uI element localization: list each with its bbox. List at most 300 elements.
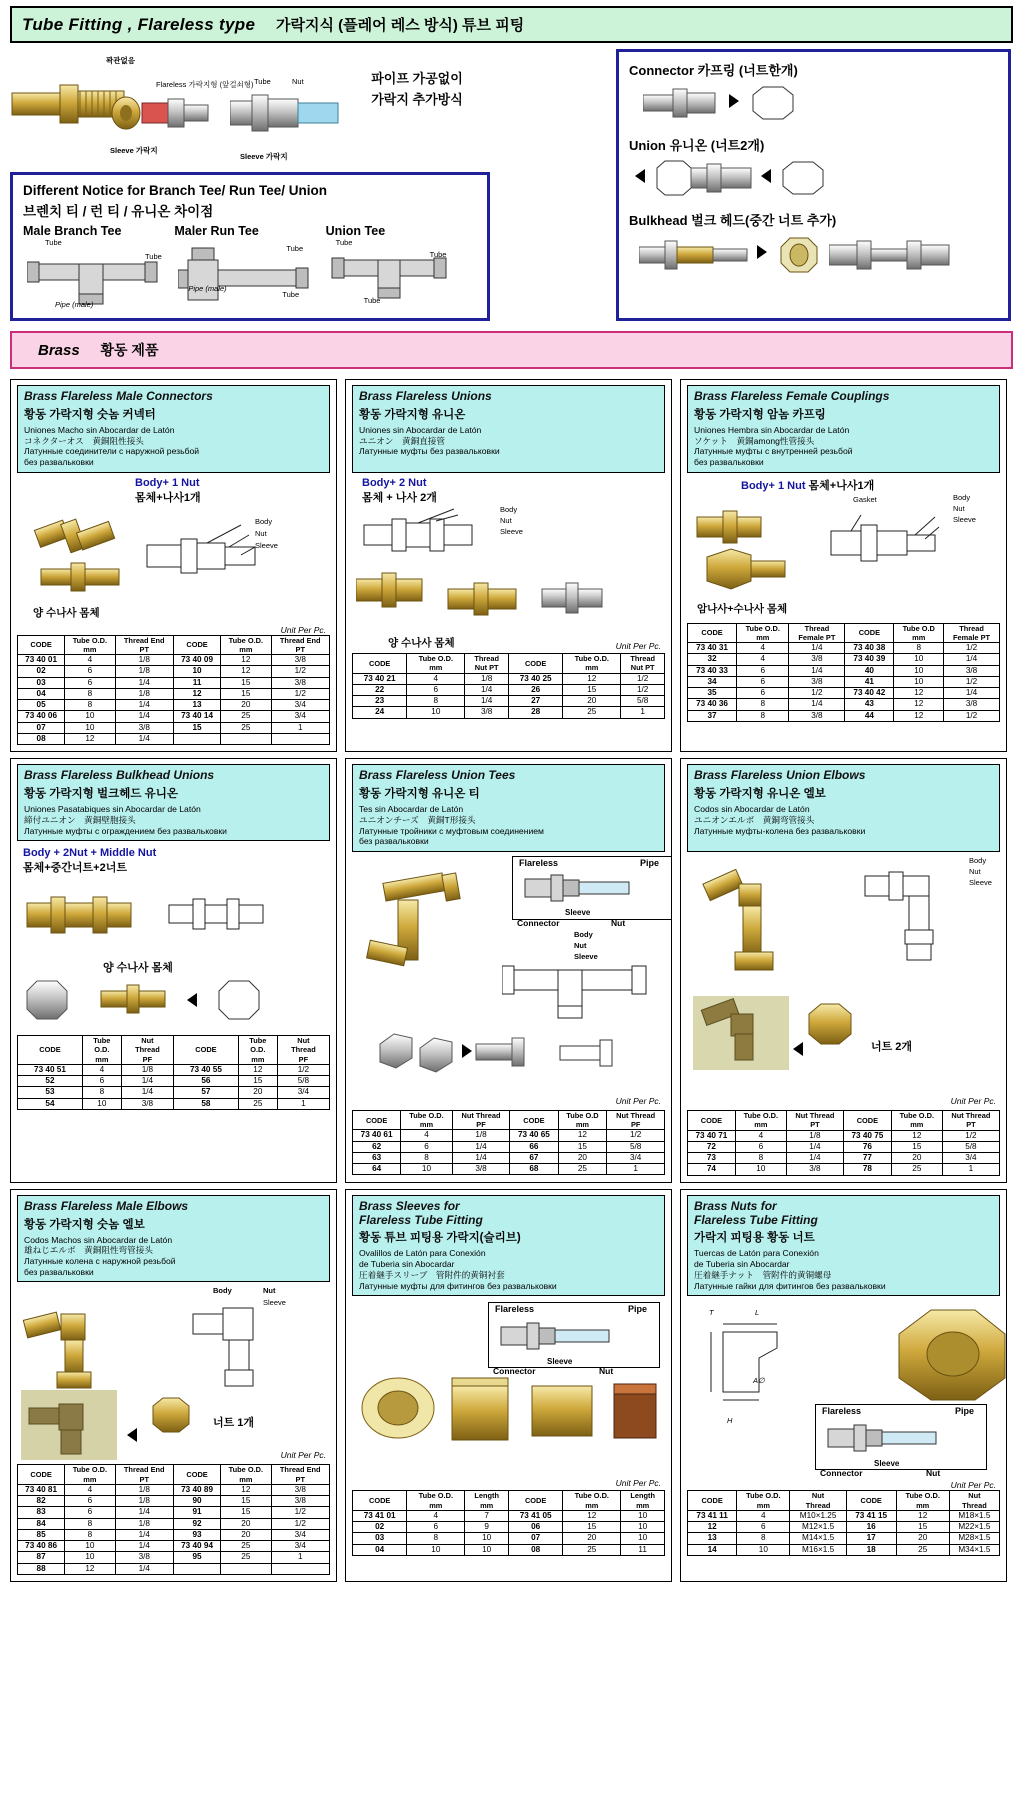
label-sleeve-2: Sleeve 가락지 <box>240 152 288 161</box>
cell-value: 8 <box>65 1518 115 1529</box>
card-sub-jp: コネクターオス 黄銅阻性接头 <box>24 435 144 446</box>
col-tube-od: Tube O.D. mm <box>891 1111 942 1131</box>
cell-code: 08 <box>18 733 65 744</box>
cell-value: 1/2 <box>271 666 329 677</box>
table-row <box>18 1496 330 1507</box>
cell-code: 18 <box>846 1544 896 1555</box>
table-row <box>688 710 1000 721</box>
spec-rows <box>688 1130 1000 1175</box>
card-sub-es: Tes sin Abocardar de Latón <box>359 804 464 815</box>
cell-code: 05 <box>18 700 65 711</box>
cell-value: 6 <box>65 666 115 677</box>
col-thread: Nut Thread PF <box>277 1036 329 1065</box>
table-row <box>353 684 665 695</box>
cell-code: 73 40 36 <box>688 699 737 710</box>
table-row <box>18 722 330 733</box>
spec-rows <box>688 1510 1000 1555</box>
cell-value: 15 <box>221 688 271 699</box>
male-elbow-line-drawing <box>189 1300 319 1400</box>
cell-code: 73 <box>688 1153 736 1164</box>
sleeve-photos <box>356 1366 676 1489</box>
cell-value: 12 <box>891 1130 942 1141</box>
cell-code: 92 <box>173 1518 220 1529</box>
cell-value <box>271 1563 329 1574</box>
cell-code <box>173 1563 220 1574</box>
cell-code: 32 <box>688 654 737 665</box>
female-coupling-photo <box>691 497 831 607</box>
card-sub-es2: de Tuberia sin Abocardar <box>359 1259 455 1270</box>
cell-value: 1/2 <box>277 1064 329 1075</box>
cell-value: 3/8 <box>121 1098 173 1109</box>
union-nut-illustration <box>779 158 839 198</box>
col-code: CODE <box>688 1111 736 1131</box>
cell-value: 3/4 <box>271 700 329 711</box>
unit-per-pc: Unit Per Pc. <box>950 1096 996 1107</box>
cell-value: 15 <box>221 1507 271 1518</box>
callout-flareless: Flareless <box>519 857 559 868</box>
card-subtitles <box>24 1235 323 1278</box>
col-tube-od: Tube O.D. mm <box>737 1491 790 1511</box>
cell-value: 1/4 <box>115 1563 173 1574</box>
arrow-left-icon <box>793 1042 803 1056</box>
col-tube-od: Tube O.D mm <box>894 623 944 643</box>
cell-code: 73 40 09 <box>173 655 220 666</box>
cell-code: 73 40 55 <box>173 1064 238 1075</box>
notice-col-male-run-tee <box>174 224 325 310</box>
label-nut: Nut <box>500 516 512 525</box>
unit-per-pc: Unit Per Pc. <box>950 1480 996 1491</box>
card-illustration <box>17 875 330 1035</box>
tee-label-tube-right: Tube <box>429 250 447 259</box>
spec-rows <box>353 1510 665 1555</box>
col-tube-od: Tube O.D. mm <box>221 1465 271 1485</box>
cell-value: 20 <box>891 1153 942 1164</box>
cell-value: 10 <box>621 1522 665 1533</box>
label-sleeve: Sleeve <box>953 514 976 524</box>
col-thread: Nut Thread PT <box>942 1111 999 1131</box>
cell-value: 10 <box>465 1544 509 1555</box>
cell-value: 5/8 <box>277 1076 329 1087</box>
male-connector-line-drawing <box>137 511 287 621</box>
card-sub-spacer <box>359 457 658 468</box>
card-sub-ru1: Латунные тройники с муфтовым соединением <box>359 825 544 836</box>
table-row <box>688 688 1000 699</box>
union-photos <box>356 563 656 635</box>
card-sub-ru1: Латунные соединители с наружной резьбой <box>24 446 200 457</box>
cell-value: 10 <box>894 654 944 665</box>
label-tube: Tube <box>254 77 271 86</box>
col-thread: Thread End PT <box>115 1465 173 1485</box>
label-body-kr: 양 수나사 몸체 <box>388 637 455 649</box>
cell-value: 12 <box>894 710 944 721</box>
col-thread: Nut Thread PF <box>121 1036 173 1065</box>
cell-value: 1/4 <box>115 700 173 711</box>
cell-value: 15 <box>891 1141 942 1152</box>
unit-per-pc: Unit Per Pc. <box>615 641 661 651</box>
label-body-kr: 양 수나사 몸체 <box>103 962 173 975</box>
cell-code: 73 40 71 <box>688 1130 736 1141</box>
table-row <box>18 1087 330 1098</box>
cell-value: 3/8 <box>271 655 329 666</box>
cell-value: 12 <box>221 655 271 666</box>
label-body: Body <box>574 929 593 939</box>
table-row <box>353 1533 665 1544</box>
cell-value <box>271 733 329 744</box>
label-nut: Nut <box>953 503 965 513</box>
card-sub-ru1: Латунные муфты без развальковки <box>359 446 500 457</box>
spec-table-male-connectors <box>17 635 330 746</box>
spec-table-bulkhead-unions <box>17 1035 330 1110</box>
tee-label-pipe: Pipe (male) <box>188 284 227 293</box>
callout-sleeve: Sleeve <box>547 1357 573 1367</box>
cell-value: 1/4 <box>465 696 509 707</box>
label-dim-H: H <box>727 1416 733 1426</box>
cell-value: 1/4 <box>121 1087 173 1098</box>
cell-code: 28 <box>508 707 562 718</box>
notice-col-title: Maler Run Tee <box>174 224 259 238</box>
label-nut: Nut <box>969 867 981 877</box>
col-length: Length mm <box>621 1491 665 1511</box>
label-body: Body <box>500 505 518 514</box>
unit-per-pc: Unit Per Pc. <box>615 1095 661 1106</box>
cell-value: 10 <box>735 1164 786 1175</box>
cell-value: 1/8 <box>115 1496 173 1507</box>
col-thread: Thread End PT <box>115 635 173 655</box>
col-tube-od: Tube O.D. mm <box>737 623 789 643</box>
cell-code: 14 <box>688 1544 737 1555</box>
different-notice-box <box>10 172 490 321</box>
cell-value: 1/8 <box>115 666 173 677</box>
col-tube-od: Tube O.D. mm <box>735 1111 786 1131</box>
cell-code: 12 <box>173 688 220 699</box>
card-sub-ru2: без развальковки <box>694 457 764 467</box>
cell-value: 1/4 <box>789 643 845 654</box>
col-thread: Thread Female PT <box>789 623 845 643</box>
callout-connector: Connector <box>517 917 560 928</box>
cell-value: 25 <box>221 722 271 733</box>
cell-code <box>173 733 220 744</box>
cell-value: 9 <box>465 1522 509 1533</box>
card-title-en: Brass Flareless Male Connectors <box>24 389 213 403</box>
cell-value: 8 <box>737 699 789 710</box>
cell-value: M18×1.5 <box>949 1510 999 1521</box>
cell-value: 25 <box>891 1164 942 1175</box>
cell-value: 20 <box>221 1518 271 1529</box>
cell-value: 1/8 <box>452 1130 510 1141</box>
card-sub-ru1: Латунные гайки для фитингов без развальковки <box>694 1280 886 1291</box>
callout-diagram <box>495 1319 655 1353</box>
union-elbow-photo <box>697 866 867 996</box>
cell-value: 3/8 <box>115 1552 173 1563</box>
spec-rows <box>18 1064 330 1109</box>
label-nut: Nut <box>574 940 587 950</box>
card-subtitles <box>359 425 658 468</box>
product-card-union-tees <box>345 758 672 1183</box>
spec-table-male-elbows <box>17 1464 330 1575</box>
cell-value: 5/8 <box>942 1141 999 1152</box>
col-thread: Thread Nut PT <box>621 654 665 674</box>
table-row <box>18 1552 330 1563</box>
card-illustration <box>687 1300 1000 1490</box>
card-title-kr: 황동 가락지형 벌크헤드 유니온 <box>24 788 179 801</box>
cell-value: 4 <box>65 655 115 666</box>
union-line-drawing <box>358 505 498 565</box>
cell-value: 1/4 <box>115 733 173 744</box>
cell-value: 8 <box>737 710 789 721</box>
table-row <box>353 1141 665 1152</box>
cell-value: 10 <box>894 676 944 687</box>
table-row <box>353 707 665 718</box>
col-tube-od: Tube O.D. mm <box>221 635 271 655</box>
cell-code: 02 <box>353 1522 407 1533</box>
arrow-right-icon <box>462 1044 472 1058</box>
cell-value: 4 <box>82 1064 121 1075</box>
cell-code: 07 <box>508 1533 562 1544</box>
cell-value: 1/8 <box>115 1518 173 1529</box>
card-illustration <box>352 856 665 1110</box>
card-bodynut <box>741 477 1000 493</box>
card-sub-es: Uniones sin Abocardar de Latón <box>359 424 482 435</box>
col-code: CODE <box>508 654 562 674</box>
notice-line2: 브렌치 티 / 런 티 / 유니온 차이점 <box>23 204 214 219</box>
cell-code: 73 40 01 <box>18 655 65 666</box>
card-sub-jp: ユニオン 黄銅直接管 <box>359 435 445 446</box>
label-sleeve-1: Sleeve 가락지 <box>110 146 158 155</box>
table-row <box>18 1484 330 1495</box>
cell-value: 1 <box>271 722 329 733</box>
card-header <box>17 1195 330 1283</box>
table-row <box>18 1507 330 1518</box>
cell-value: 1/2 <box>942 1130 999 1141</box>
tee-label-tube-top: Tube <box>286 244 304 253</box>
callout-diagram <box>519 871 669 905</box>
label-nut: Nut <box>263 1286 276 1296</box>
cell-code: 90 <box>173 1496 220 1507</box>
cell-value: 6 <box>407 684 465 695</box>
card-sub-ru1: Латунные муфты-колена без развальковки <box>694 825 866 836</box>
cell-code: 87 <box>18 1552 65 1563</box>
cell-code: 83 <box>18 1507 65 1518</box>
bodynut-en: Body+ 2 Nut <box>362 477 427 489</box>
cell-code: 73 40 42 <box>845 688 894 699</box>
cell-value: 8 <box>401 1152 452 1163</box>
cell-value: 1/2 <box>944 643 1000 654</box>
label-sleeve: Sleeve <box>574 951 598 961</box>
col-tube-od: Tube O.D. mm <box>563 1491 621 1511</box>
card-sub-es: Uniones Pasatabiques sin Abocardar de Latón <box>24 804 201 815</box>
card-title-en-l2: Flareless Tube Fitting <box>694 1212 818 1227</box>
fitting-type-kr: 유니온 (너트2개) <box>669 138 765 153</box>
cell-value: 3/8 <box>789 676 845 687</box>
spec-rows <box>353 1130 665 1175</box>
cell-code: 73 40 89 <box>173 1484 220 1495</box>
cell-value: 4 <box>65 1484 115 1495</box>
card-sub-spacer <box>694 836 993 847</box>
col-tube-od: Tube O.D mm <box>558 1110 607 1130</box>
card-title-en: Brass Flareless Male Elbows <box>24 1198 189 1213</box>
callout-flareless: Flareless <box>822 1406 862 1417</box>
cell-code: 27 <box>508 696 562 707</box>
col-thread: Nut Thread PF <box>452 1110 510 1130</box>
cell-code: 35 <box>688 688 737 699</box>
card-illustration <box>687 493 1000 623</box>
callout-nut: Nut <box>599 1366 614 1377</box>
cell-code: 56 <box>173 1076 238 1087</box>
cell-value: 6 <box>737 1522 790 1533</box>
col-thread: Nut Thread PF <box>607 1110 665 1130</box>
cell-value: 4 <box>735 1130 786 1141</box>
cell-value: 10 <box>65 722 115 733</box>
cell-value: 10 <box>401 1164 452 1175</box>
cell-value: 6 <box>65 677 115 688</box>
cell-value: 4 <box>737 1510 790 1521</box>
cell-value: 1/4 <box>465 684 509 695</box>
cell-code: 03 <box>18 677 65 688</box>
cell-value: 3/4 <box>277 1087 329 1098</box>
cell-code: 04 <box>353 1544 407 1555</box>
unit-per-pc: Unit Per Pc. <box>615 1478 661 1489</box>
bulkhead-line-drawing <box>167 887 297 947</box>
cell-value: 15 <box>563 1522 621 1533</box>
table-row <box>18 666 330 677</box>
table-row <box>18 1518 330 1529</box>
cell-value: 10 <box>65 711 115 722</box>
col-code: CODE <box>18 635 65 655</box>
label-nut: Nut <box>255 528 267 538</box>
fitting-type-en: Connector <box>629 63 694 78</box>
table-row <box>353 1130 665 1141</box>
cell-value: M12×1.5 <box>790 1522 846 1533</box>
card-header <box>352 1195 665 1297</box>
cell-value: 3/8 <box>452 1164 510 1175</box>
cell-value: 25 <box>563 1544 621 1555</box>
cell-value: 1/8 <box>115 688 173 699</box>
card-title-kr: 황동 가락지형 숫놈 커넥터 <box>24 408 156 421</box>
table-row <box>688 699 1000 710</box>
cell-value: 20 <box>221 700 271 711</box>
col-code: CODE <box>353 1110 401 1130</box>
cell-value: 10 <box>65 1552 115 1563</box>
callout-diagram <box>822 1421 982 1455</box>
flareless-callout <box>512 856 672 928</box>
cell-value: 12 <box>894 688 944 699</box>
cell-value: 3/8 <box>944 665 1000 676</box>
cell-value: 10 <box>737 1544 790 1555</box>
table-row <box>688 1533 1000 1544</box>
male-elbow-bronze-photo <box>21 1390 201 1464</box>
table-row <box>353 1510 665 1521</box>
tee-label-tube-bottom: Tube <box>363 296 381 305</box>
callout-pipe: Pipe <box>954 1406 974 1417</box>
card-subtitles <box>694 425 993 468</box>
label-dim-T: T <box>709 1308 714 1318</box>
cell-value: 1 <box>277 1098 329 1109</box>
cell-value: 1/2 <box>271 688 329 699</box>
table-row <box>688 1522 1000 1533</box>
cell-code: 72 <box>688 1141 736 1152</box>
col-code: CODE <box>173 1465 220 1485</box>
label-sleeve: Sleeve <box>500 527 523 536</box>
cell-value: 1/4 <box>452 1141 510 1152</box>
cell-value: 10 <box>407 707 465 718</box>
col-code: CODE <box>688 623 737 643</box>
bodynut-kr: 몸체+나사1개 <box>808 479 875 492</box>
cell-value: 1/4 <box>944 688 1000 699</box>
notice-line1: Different Notice for Branch Tee/ Run Tee/ Union <box>23 183 328 198</box>
cell-value: 1/4 <box>121 1076 173 1087</box>
cell-code: 73 40 51 <box>18 1064 83 1075</box>
cell-value: 1/4 <box>452 1152 510 1163</box>
cell-value: 25 <box>221 1541 271 1552</box>
card-title-en-l2: Flareless Tube Fitting <box>359 1212 483 1227</box>
cell-value: 8 <box>737 1533 790 1544</box>
cell-code: 73 40 75 <box>843 1130 891 1141</box>
col-thread: Thread End PT <box>271 1465 329 1485</box>
card-header <box>687 385 1000 473</box>
cell-value: 3/8 <box>465 707 509 718</box>
cell-value: 4 <box>407 1510 465 1521</box>
pipe-note-line1: 파이프 가공없이 <box>371 71 463 86</box>
cell-value: 1/2 <box>944 710 1000 721</box>
cell-value: 3/4 <box>271 1541 329 1552</box>
cell-code: 66 <box>510 1141 558 1152</box>
unit-per-pc: Unit Per Pc. <box>280 624 326 635</box>
union-illustration <box>655 158 775 198</box>
cell-code: 67 <box>510 1152 558 1163</box>
cell-value: 1/2 <box>789 688 845 699</box>
cell-code: 15 <box>173 722 220 733</box>
cell-value: M10×1.25 <box>790 1510 846 1521</box>
spec-table-union-tees <box>352 1110 665 1176</box>
cell-value: M16×1.5 <box>790 1544 846 1555</box>
cell-value: 12 <box>238 1064 277 1075</box>
col-tube-od: Tube O.D. mm <box>65 1465 115 1485</box>
cell-code: 06 <box>508 1522 562 1533</box>
cell-value: 1/4 <box>115 1507 173 1518</box>
card-sub-ru2: без развальковки <box>359 836 429 847</box>
table-row <box>688 1153 1000 1164</box>
cell-code: 24 <box>353 707 407 718</box>
table-row <box>18 711 330 722</box>
cell-code: 34 <box>688 676 737 687</box>
callout-nut: Nut <box>611 917 626 928</box>
product-card-male-elbows <box>10 1189 337 1582</box>
label-body: Body <box>969 856 987 866</box>
cell-code: 03 <box>353 1533 407 1544</box>
sleeve-illustration <box>108 87 213 145</box>
bulkhead-assembly-illustration <box>829 233 959 277</box>
cell-value: 8 <box>65 700 115 711</box>
cell-value: 3/8 <box>115 722 173 733</box>
intro-left <box>10 49 610 321</box>
col-code: CODE <box>173 1036 238 1065</box>
cell-value: 25 <box>221 1552 271 1563</box>
fitting-type-en: Bulkhead <box>629 213 688 228</box>
callout-pipe: Pipe <box>639 857 659 868</box>
callout-sleeve: Sleeve <box>565 907 591 917</box>
table-row <box>18 1529 330 1540</box>
cell-value: 6 <box>407 1522 465 1533</box>
cell-value: 1/2 <box>607 1130 665 1141</box>
tee-label-tube-bottom: Tube <box>282 290 300 299</box>
card-sub-ru1: Латунные муфты с ограждением без развальковки <box>24 825 227 836</box>
card-header <box>17 764 330 841</box>
pipe-note-line2: 가락지 추가방식 <box>371 91 463 107</box>
card-subtitles <box>359 804 658 847</box>
card-illustration <box>352 505 665 653</box>
label-clamp: 꽉관없음 <box>106 56 135 65</box>
cell-code: 44 <box>845 710 894 721</box>
